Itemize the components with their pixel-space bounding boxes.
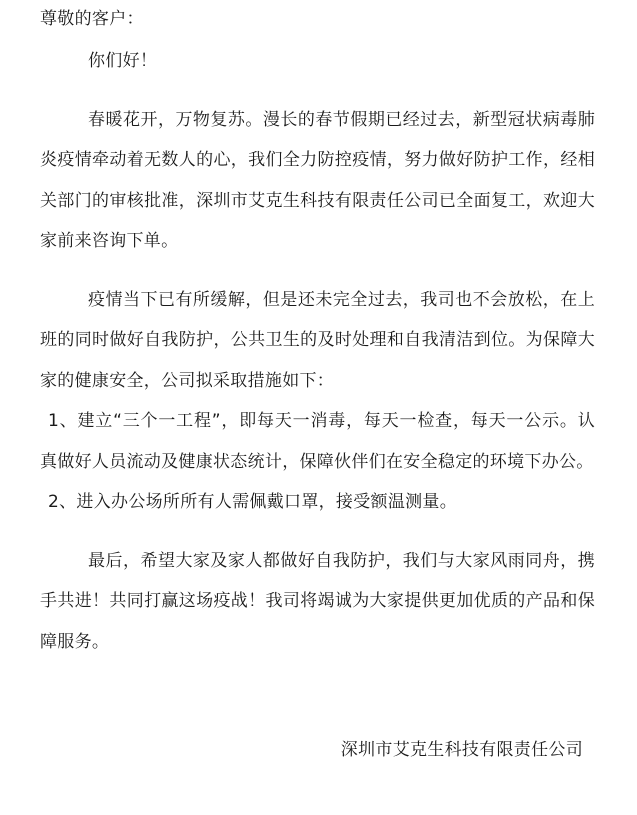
salutation: 尊敬的客户： [40,9,144,29]
paragraph-precautions: 疫情当下已有所缓解，但是还未完全过去，我司也不会放松，在上班的同时做好自我防护，公共卫生的及时处理和自我清洁到位。为保障大家的健康安全，公司拟采取措施如下： [40,289,595,391]
letter-body [40,0,595,662]
greeting: 你们好！ [88,51,158,71]
paragraph-reopening: 春暖花开，万物复苏。漫长的春节假期已经过去，新型冠状病毒肺炎疫情牵动着无数人的心，我们全力防控疫情，努力做好防护工作，经相关部门的审核批准，深圳市艾克生科技有限责任公司已全面复工，欢迎大家前来咨询下单。 [40,109,595,251]
measure-item-1: 1、建立“三个一工程”，即每天一消毒，每天一检查，每天一公示。认真做好人员流动及健康状态统计，保障伙伴们在安全稳定的环境下办公。 [40,411,595,472]
company-signature: 深圳市艾克生科技有限责任公司 [340,740,583,760]
measure-item-2: 2、进入办公场所所有人需佩戴口罩，接受额温测量。 [48,492,458,512]
paragraph-closing: 最后，希望大家及家人都做好自我防护，我们与大家风雨同舟，携手共进！共同打赢这场疫战！我司将竭诚为大家提供更加优质的产品和保障服务。 [40,550,595,652]
